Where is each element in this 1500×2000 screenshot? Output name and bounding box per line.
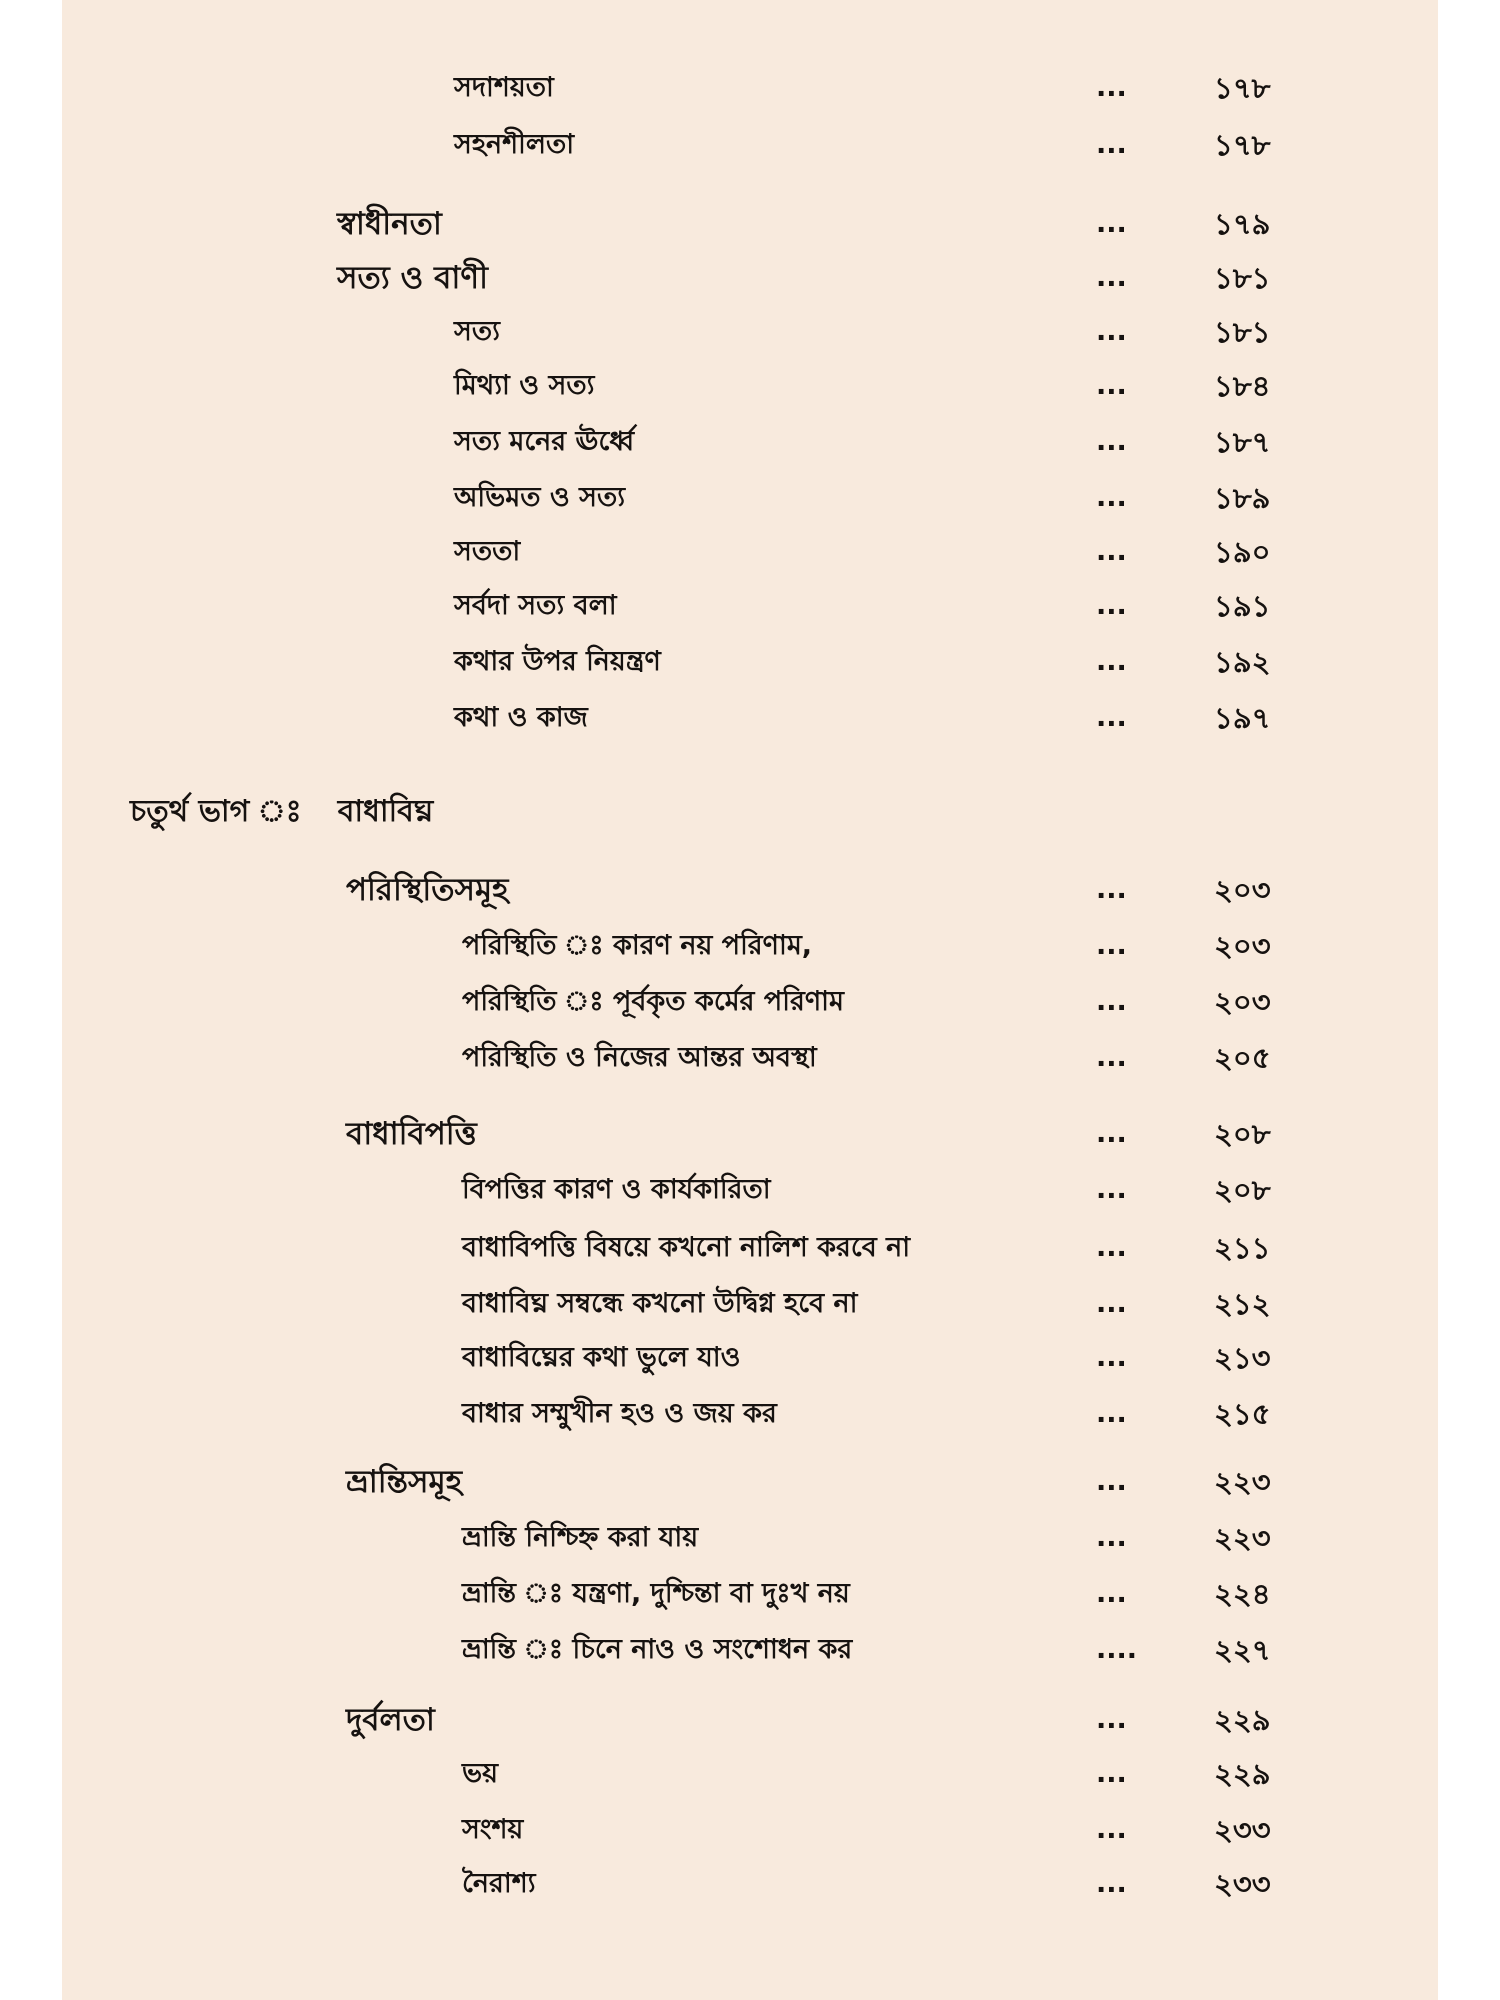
toc-entry-leader: ... (1096, 316, 1127, 347)
toc-entry-title: ভ্রান্তি নিশ্চিহ্ন করা যায় (462, 1522, 699, 1553)
toc-entry-leader: ... (1096, 1118, 1127, 1149)
toc-entry (62, 1336, 1438, 1380)
toc-entry (62, 530, 1438, 574)
toc-entry-leader: ... (1096, 1578, 1127, 1609)
toc-section-title: সত্য ও বাণী (337, 260, 488, 296)
toc-entry-page: ২৩৩ (1214, 1867, 1271, 1901)
toc-entry-title: সংশয় (462, 1814, 524, 1845)
part-heading (130, 790, 433, 834)
toc-entry-title: বাধাবিঘ্ন সম্বন্ধে কখনো উদ্বিগ্ন হবে না (462, 1288, 858, 1319)
toc-entry-title: সত্য মনের ঊর্ধ্বে (454, 426, 635, 457)
toc-section-title: ভ্রান্তিসমূহ (346, 1464, 462, 1500)
toc-entry-title: বাধার সম্মুখীন হও ও জয় কর (462, 1398, 777, 1429)
toc-entry-title: পরিস্থিতি ঃ কারণ নয় পরিণাম, (462, 930, 813, 961)
toc-entry-leader: ... (1096, 986, 1127, 1017)
toc-entry-page: ২২৯ (1214, 1757, 1271, 1791)
toc-entry-title: বাধাবিপত্তি বিষয়ে কখনো নালিশ করবে না (462, 1232, 911, 1263)
toc-section-entry (62, 1112, 1438, 1156)
toc-section-entry (62, 1698, 1438, 1742)
toc-entry-leader: ... (1096, 1868, 1127, 1899)
toc-entry (62, 310, 1438, 354)
toc-entry-title: সহনশীলতা (454, 129, 575, 160)
toc-entry-leader: .... (1096, 1634, 1138, 1665)
toc-entry (62, 420, 1438, 464)
toc-entry (62, 364, 1438, 408)
toc-entry-leader: ... (1096, 1758, 1127, 1789)
toc-entry-page: ১৯২ (1214, 645, 1271, 679)
toc-entry (62, 1572, 1438, 1616)
toc-entry-page: ২২৪ (1214, 1577, 1271, 1611)
toc-entry (62, 1226, 1438, 1270)
toc-entry-leader: ... (1096, 1814, 1127, 1845)
toc-entry-leader: ... (1096, 702, 1127, 733)
toc-entry-page: ১৮১ (1214, 261, 1271, 295)
toc-entry-page: ২২৯ (1214, 1703, 1271, 1737)
toc-entry-page: ২০৮ (1214, 1173, 1271, 1207)
toc-section-entry (62, 1460, 1438, 1504)
toc-entry-leader: ... (1096, 1466, 1127, 1497)
toc-entry-page: ২১৩ (1214, 1341, 1271, 1375)
toc-entry (62, 1628, 1438, 1672)
toc-entry-title: সত্য (454, 316, 500, 347)
toc-entry (62, 640, 1438, 684)
toc-entry-title: বিপত্তির কারণ ও কার্যকারিতা (462, 1174, 771, 1205)
part-title: বাধাবিঘ্ন (337, 794, 434, 829)
toc-entry-leader: ... (1096, 370, 1127, 401)
toc-entry-page: ১৯৭ (1214, 701, 1271, 735)
toc-entry-title: পরিস্থিতি ও নিজের আন্তর অবস্থা (462, 1042, 817, 1073)
toc-section-entry (62, 256, 1438, 300)
toc-entry (62, 1282, 1438, 1326)
toc-section-entry (62, 202, 1438, 246)
toc-entry (62, 123, 1438, 167)
toc-entry-title: ভ্রান্তি ঃ যন্ত্রণা, দুশ্চিন্তা বা দুঃখ নয় (462, 1578, 850, 1609)
toc-entry-title: নৈরাশ্য (462, 1868, 536, 1899)
toc-entry (62, 66, 1438, 110)
toc-entry-page: ২৩৩ (1214, 1813, 1271, 1847)
book-page (62, 0, 1438, 2000)
toc-entry (62, 584, 1438, 628)
toc-entry-leader: ... (1096, 72, 1127, 103)
toc-entry (62, 980, 1438, 1024)
toc-entry-leader: ... (1096, 262, 1127, 293)
toc-entry (62, 1752, 1438, 1796)
toc-entry-page: ১৮৭ (1214, 425, 1271, 459)
toc-entry-title: পরিস্থিতি ঃ পূর্বকৃত কর্মের পরিণাম (462, 986, 844, 1017)
toc-entry-page: ১৮৯ (1214, 481, 1271, 515)
toc-entry-page: ২২৩ (1214, 1465, 1271, 1499)
toc-entry-page: ২২৩ (1214, 1521, 1271, 1555)
toc-entry-leader: ... (1096, 1042, 1127, 1073)
toc-entry-page: ১৭৮ (1214, 128, 1271, 162)
toc-entry-leader: ... (1096, 1174, 1127, 1205)
toc-entry-page: ২০৩ (1214, 873, 1271, 907)
toc-entry-leader: ... (1096, 646, 1127, 677)
toc-entry (62, 696, 1438, 740)
toc-entry-title: ভ্রান্তি ঃ চিনে নাও ও সংশোধন কর (462, 1634, 853, 1665)
toc-section-title: স্বাধীনতা (337, 206, 442, 242)
toc-section-title: দুর্বলতা (346, 1702, 435, 1738)
toc-section-entry (62, 868, 1438, 912)
toc-entry (62, 1168, 1438, 1212)
toc-entry (62, 1516, 1438, 1560)
toc-entry-title: ভয় (462, 1758, 499, 1789)
toc-entry (62, 1808, 1438, 1852)
toc-entry-page: ২০৫ (1214, 1041, 1271, 1075)
toc-entry-title: সততা (454, 536, 521, 567)
toc-entry-page: ২১২ (1214, 1287, 1271, 1321)
toc-entry-page: ২০৩ (1214, 929, 1271, 963)
toc-entry-title: সদাশয়তা (454, 72, 554, 103)
toc-entry-page: ১৭৯ (1214, 207, 1271, 241)
toc-entry-title: অভিমত ও সত্য (454, 482, 626, 513)
toc-entry-leader: ... (1096, 426, 1127, 457)
toc-entry-page: ১৯০ (1214, 535, 1271, 569)
toc-entry-leader: ... (1096, 1398, 1127, 1429)
toc-entry-leader: ... (1096, 1704, 1127, 1735)
toc-entry (62, 476, 1438, 520)
toc-entry-page: ১৯১ (1214, 589, 1271, 623)
toc-entry-leader: ... (1096, 1342, 1127, 1373)
toc-entry-leader: ... (1096, 482, 1127, 513)
toc-section-title: পরিস্থিতিসমূহ (346, 872, 509, 908)
toc-entry (62, 1036, 1438, 1080)
toc-entry-title: কথা ও কাজ (454, 702, 588, 733)
toc-entry-page: ২১১ (1214, 1231, 1271, 1265)
toc-entry-title: সর্বদা সত্য বলা (454, 590, 617, 621)
toc-entry-page: ১৮১ (1214, 315, 1271, 349)
toc-entry-page: ১৮৪ (1214, 369, 1271, 403)
toc-entry-page: ২০৮ (1214, 1117, 1271, 1151)
toc-entry-title: মিথ্যা ও সত্য (454, 370, 595, 401)
toc-entry (62, 924, 1438, 968)
toc-entry-leader: ... (1096, 129, 1127, 160)
toc-entry-leader: ... (1096, 1522, 1127, 1553)
toc-entry-leader: ... (1096, 1288, 1127, 1319)
toc-entry-page: ২০৩ (1214, 985, 1271, 1019)
toc-section-title: বাধাবিপত্তি (346, 1116, 477, 1152)
toc-entry-title: বাধাবিঘ্নের কথা ভুলে যাও (462, 1342, 741, 1373)
toc-entry-page: ১৭৮ (1214, 71, 1271, 105)
part-label: চতুর্থ ভাগ ঃ (130, 794, 302, 829)
toc-entry-leader: ... (1096, 1232, 1127, 1263)
toc-entry-leader: ... (1096, 930, 1127, 961)
toc-entry-title: কথার উপর নিয়ন্ত্রণ (454, 646, 661, 677)
toc-entry (62, 1862, 1438, 1906)
toc-entry-leader: ... (1096, 590, 1127, 621)
toc-entry-leader: ... (1096, 208, 1127, 239)
toc-entry (62, 1392, 1438, 1436)
toc-entry-leader: ... (1096, 874, 1127, 905)
toc-entry-page: ২১৫ (1214, 1397, 1271, 1431)
toc-entry-page: ২২৭ (1214, 1633, 1271, 1667)
toc-entry-leader: ... (1096, 536, 1127, 567)
